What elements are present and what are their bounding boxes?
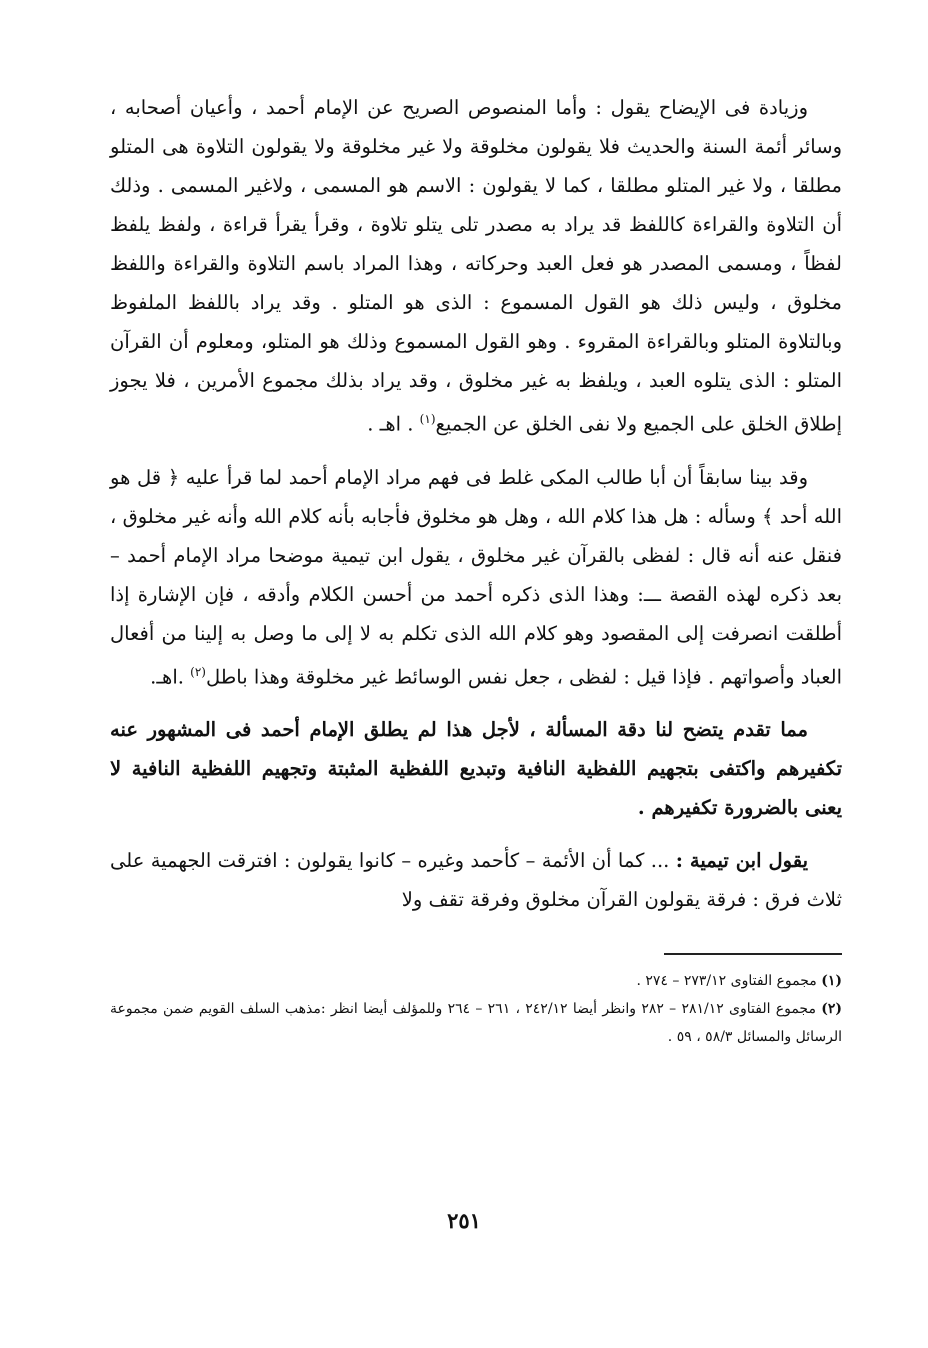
footnote-1 — [110, 967, 842, 995]
footnote-1-text: مجموع الفتاوى ٢٧٣/١٢ – ٢٧٤ . — [636, 973, 817, 989]
footnote-2-text: مجموع الفتاوى ٢٨١/١٢ – ٢٨٢ وانظر أيضا ٢٤٢/١٢ ، ٢٦١ – ٢٦٤ وللمؤلف أيضا انظر :مذهب السلف القويم ضمن مجموعة الرسائل والمسائل ٥٨/٣ ، ٥٩ . — [110, 1001, 842, 1045]
paragraph-4-text: ... كما أن الأئمة – كأحمد وغيره – كانوا يقولون : افترقت الجهمية على ثلاث فرق : فرقة يقولون القرآن مخلوق وفرقة تقف ولا — [110, 849, 842, 911]
paragraph-1-text: وزيادة فى الإيضاح يقول : وأما المنصوص الصريح عن الإمام أحمد ، وأعيان أصحابه ، وسائر أئمة السنة والحديث فلا يقولون مخلوقة ولا غير مخلوقة ولا يقولون التلاوة هى المتلو مطلقا ، ولا غير المتلو مطلقا ، كما لا يقولون : الاسم هو المسمى ، ولاغير المسمى . وذلك أن التلاوة والقراءة كاللفظ قد يراد به مصدر تلى يتلو تلاوة ، وقرأ يقرأ قراءة ، ولفظ يلفظ لفظاً ، ومسمى المصدر هو فعل العبد وحركاته ، وهذا المراد باسم التلاوة والقراءة واللفظ مخلوق ، وليس ذلك هو القول المسموع : الذى هو المتلو . وقد يراد باللفظ الملفوظ وبالتلاوة المتلو وبالقراءة المقروء . وهو القول المسموع وذلك هو المتلو، ومعلوم أن القرآن المتلو : الذى يتلوه العبد ، ويلفظ به غير مخلوق ، وقد يراد بذلك مجموع الأمرين ، فلا يجوز إطلاق الخلق على الجميع ولا نفى الخلق عن الجميع — [110, 96, 842, 436]
footnote-ref-2: (٢) — [190, 664, 206, 679]
paragraph-1-ending: . اهـ . — [367, 412, 420, 436]
paragraph-4-lead: يقول ابن تيمية : — [675, 849, 808, 872]
paragraph-2-ending: .اهـ. — [150, 665, 191, 688]
paragraph-4 — [110, 841, 842, 919]
footnote-ref-1: (١) — [419, 412, 436, 426]
footnote-2 — [110, 995, 842, 1051]
footnote-2-number: (٢) — [821, 1001, 843, 1017]
page-body — [110, 88, 842, 1051]
paragraph-3: مما تقدم يتضح لنا دقة المسألة ، لأجل هذا لم يطلق الإمام أحمد فى المشهور عنه تكفيرهم واكتفى بتجهيم اللفظية النافية وتبديع اللفظية المثبتة وتجهيم اللفظية النافية لا يعنى بالضرورة تكفيرهم . — [110, 718, 842, 819]
paragraph-2-text: وقد بينا سابقاً أن أبا طالب المكى غلط فى فهم مراد الإمام أحمد لما قرأ عليه ﴿ قل هو الله أحد ﴾ وسأله : هل هذا كلام الله ، وهل هو مخلوق فأجابه بأنه كلام الله وأنه غير مخلوق ، فنقل عنه أنه قال : لفظى بالقرآن غير مخلوق ، يقول ابن تيمية موضحا مراد الإمام أحمد – بعد ذكره لهذه القصة ـــ: وهذا الذى ذكره أحمد من أحسن الكلام وأدقه ، فإن الإشارة إذا أطلقت انصرفت إلى المقصود وهو كلام الله الذى تكلم به لا إلى ما وصل به إلينا من أفعال العباد وأصواتهم . فإذا قيل : لفظى ، جعل نفس الوسائط غير مخلوقة وهذا باطل — [110, 465, 842, 688]
footnote-1-number: (١) — [821, 973, 842, 989]
paragraph-2 — [110, 458, 842, 697]
page-number: ٢٥١ — [447, 1208, 481, 1233]
paragraph-1 — [110, 88, 842, 444]
footnote-divider — [664, 953, 842, 955]
